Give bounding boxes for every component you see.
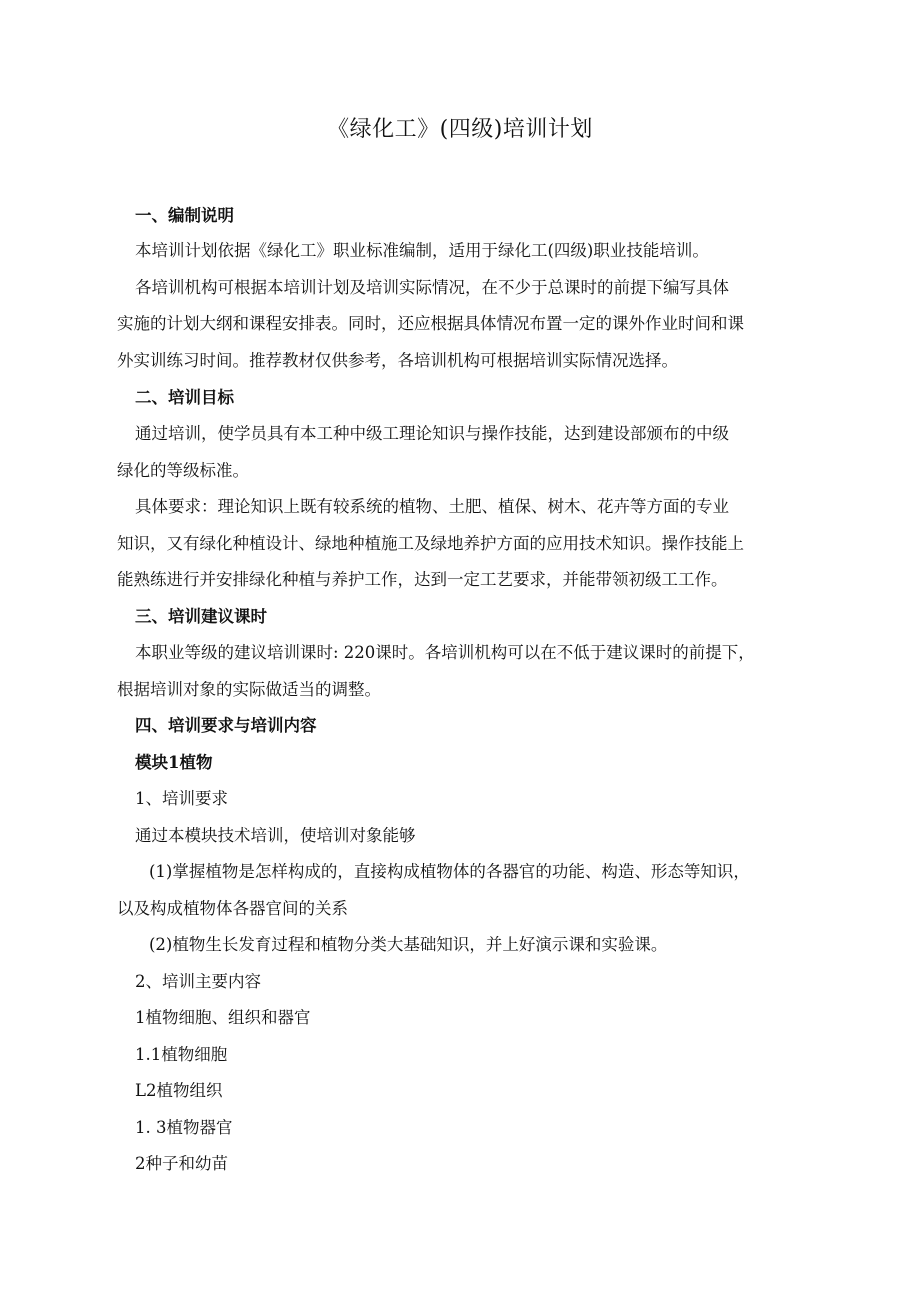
outline-item: L2植物组织 bbox=[135, 1081, 223, 1100]
outline-item: 1.1植物细胞 bbox=[135, 1045, 228, 1064]
paragraph-line: 实施的计划大纲和课程安排表。同时，还应根据具体情况布置一定的课外作业时间和课 bbox=[117, 314, 744, 333]
document-title: 《绿化工》(四级)培训计划 bbox=[327, 117, 593, 142]
paragraph-line: 通过培训，使学员具有本工种中级工理论知识与操作技能，达到建设部颁布的中级 bbox=[135, 424, 729, 443]
section-heading-1: 一、编制说明 bbox=[135, 206, 234, 225]
outline-item: 1植物细胞、组织和器官 bbox=[135, 1008, 311, 1027]
module-heading: 模块1植物 bbox=[135, 753, 213, 772]
paragraph-line: 根据培训对象的实际做适当的调整。 bbox=[117, 680, 381, 699]
list-item-continuation: 以及构成植物体各器官间的关系 bbox=[117, 899, 348, 918]
paragraph-line: 各培训机构可根据本培训计划及培训实际情况，在不少于总课时的前提下编写具体 bbox=[135, 278, 729, 297]
paragraph-line: 通过本模块技术培训，使培训对象能够 bbox=[135, 826, 416, 845]
paragraph-line: 本培训计划依据《绿化工》职业标准编制，适用于绿化工(四级)职业技能培训。 bbox=[135, 241, 709, 260]
paragraph-line: 外实训练习时间。推荐教材仅供参考，各培训机构可根据培训实际情况选择。 bbox=[117, 351, 678, 370]
section-heading-4: 四、培训要求与培训内容 bbox=[135, 716, 317, 735]
subheading: 2、培训主要内容 bbox=[135, 972, 261, 991]
list-item: (2)植物生长发育过程和植物分类大基础知识，并上好演示课和实验课。 bbox=[149, 935, 668, 954]
paragraph-line: 知识，又有绿化种植设计、绿地种植施工及绿地养护方面的应用技术知识。操作技能上 bbox=[117, 534, 744, 553]
outline-item: 1. 3植物器官 bbox=[135, 1118, 233, 1137]
outline-item: 2种子和幼苗 bbox=[135, 1154, 228, 1173]
paragraph-line: 本职业等级的建议培训课时: 220课时。各培训机构可以在不低于建议课时的前提下， bbox=[135, 643, 755, 662]
paragraph-line: 具体要求：理论知识上既有较系统的植物、土肥、植保、树木、花卉等方面的专业 bbox=[135, 497, 729, 516]
paragraph-line: 绿化的等级标准。 bbox=[117, 461, 249, 480]
section-heading-3: 三、培训建议课时 bbox=[135, 607, 267, 626]
list-item: (1)掌握植物是怎样构成的，直接构成植物体的各器官的功能、构造、形态等知识， bbox=[149, 862, 750, 881]
section-heading-2: 二、培训目标 bbox=[135, 388, 234, 407]
paragraph-line: 能熟练进行并安排绿化种植与养护工作，达到一定工艺要求，并能带领初级工工作。 bbox=[117, 570, 728, 589]
subheading: 1、培训要求 bbox=[135, 789, 228, 808]
